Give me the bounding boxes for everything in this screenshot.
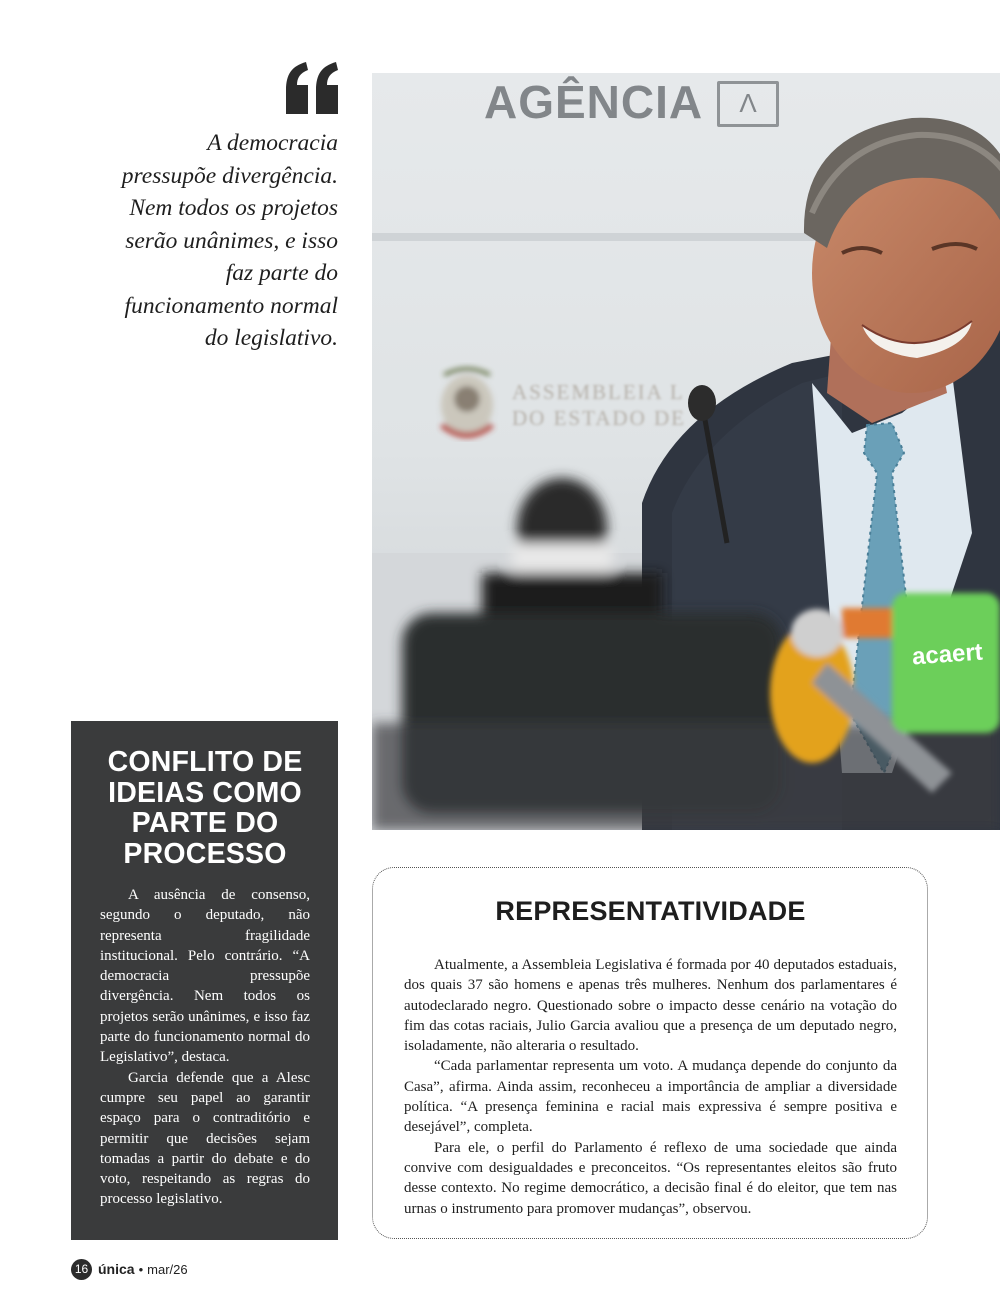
quote-mark-icon — [282, 58, 342, 118]
assembly-signage — [512, 379, 686, 431]
assembly-signage-line-2: DO ESTADO DE — [512, 406, 686, 430]
sidebar-paragraph: Garcia defende que a Alesc cumpre seu papel ao garantir espaço para o contraditório e permitir que decisões sejam tomadas a partir do debate e do voto, respeitando as regras do processo legislativo. — [100, 1069, 310, 1208]
page-number: 16 — [71, 1259, 92, 1280]
sidebar-title: CONFLITO DE IDEIAS COMO PARTE DO PROCESSO — [107, 746, 303, 870]
representatividade-box — [372, 867, 928, 1239]
magazine-brand: única — [98, 1261, 135, 1277]
page-footer — [71, 1259, 188, 1279]
box-body — [404, 955, 897, 1219]
sidebar-body — [100, 885, 310, 1210]
assembly-signage-line-1: ASSEMBLEIA L — [512, 380, 685, 404]
box-paragraph: Para ele, o perfil do Parlamento é reflexo de uma sociedade que ainda convive com desigualdades e preconceitos. “Os representantes eleitos são fruto desse contexto. No regime democrático, a decisão final é do eleitor, que tem nas urnas o instrumento para promover mudanças”, observou. — [404, 1139, 897, 1217]
pull-quote: A democracia pressupõe divergência. Nem todos os projetos serão unânimes, e isso faz parte do funcionamento normal do legislativo. — [121, 130, 338, 351]
sidebar-article — [71, 721, 338, 1240]
press-conference-photo — [372, 73, 1000, 830]
box-paragraph: “Cada parlamentar representa um voto. A mudança depende do conjunto da Casa”, afirma. Ainda assim, reconheceu a importância de ampliar a diversidade política. “A presença feminina e racial mais expressiva é sempre positiva e desejável”, completa. — [404, 1058, 897, 1136]
sidebar-paragraph: A ausência de consenso, segundo o deputado, não representa fragilidade institucional. Pelo contrário. “A democracia pressupõe divergência. Nem todos os projetos serão unânimes, e isso faz parte do funcionamento normal do Legislativo”, destaca. — [100, 887, 310, 1066]
agency-signage-mark: Λ — [717, 81, 779, 127]
footer-separator: • — [138, 1261, 144, 1277]
box-title: REPRESENTATIVIDADE — [495, 896, 806, 926]
issue-date: mar/26 — [147, 1261, 188, 1277]
box-paragraph: Atualmente, a Assembleia Legislativa é formada por 40 deputados estaduais, dos quais 37 são homens e apenas três mulheres. Nenhum dos parlamentares é autodeclarado negro. Questionado sobre o impacto desse cenário na votação do fim das cotas raciais, Julio Garcia avaliou que a presença de um deputado negro, isoladamente, não alteraria o resultado. — [404, 957, 897, 1055]
agency-signage: AGÊNCIA — [484, 76, 704, 128]
mic-brand-label: acaert — [911, 638, 984, 671]
